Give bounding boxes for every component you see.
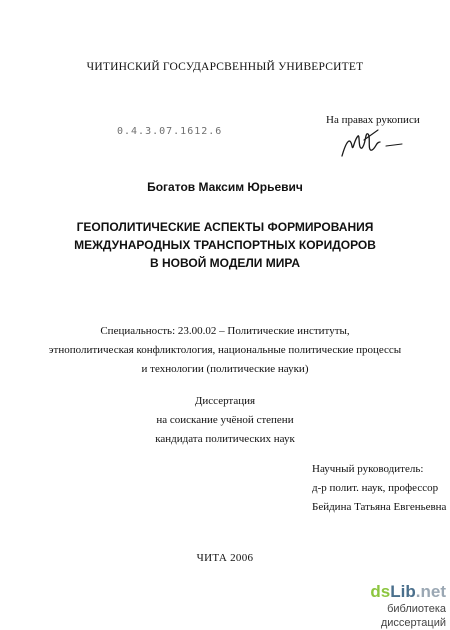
watermark-tagline: библиотека диссертаций [380,603,446,629]
specialty-line: и технологии (политические науки) [141,363,309,375]
watermark-net: .net [415,582,446,601]
handwritten-signature [338,126,408,166]
dissertation-title [0,218,450,272]
supervisor-line: Научный руководитель: [312,463,424,475]
title-line: ГЕОПОЛИТИЧЕСКИЕ АСПЕКТЫ ФОРМИРОВАНИЯ [76,220,374,234]
degree-block [0,392,450,449]
specialty-block [0,322,450,379]
specialty-line: этнополитическая конфликтология, национальные политические процессы [48,344,402,356]
title-line: МЕЖДУНАРОДНЫХ ТРАНСПОРТНЫХ КОРИДОРОВ [74,238,376,252]
degree-line: кандидата политических наук [155,433,295,445]
watermark-lib: Lib [390,582,416,601]
watermark-site-name [322,582,446,602]
city-year: ЧИТА 2006 [196,552,254,564]
supervisor-line: Бейдина Татьяна Евгеньевна [312,501,447,513]
specialty-line: Специальность: 23.00.02 – Политические институты, [100,325,350,337]
archive-stamp-number: 0.4.3.07.1612.6 [117,126,223,137]
manuscript-note: На правах рукописи [326,114,420,126]
author-name: Богатов Максим Юрьевич [147,180,303,194]
supervisor-block [312,460,446,517]
watermark-ds: ds [370,582,391,601]
degree-line: Диссертация [194,395,256,407]
dslib-watermark-logo[interactable] [322,582,446,630]
university-name: ЧИТИНСКИЙ ГОСУДАРСВЕННЫЙ УНИВЕРСИТЕТ [86,61,364,73]
supervisor-line: д-р полит. наук, профессор [312,482,439,494]
title-line: В НОВОЙ МОДЕЛИ МИРА [150,256,300,270]
degree-line: на соискание учёной степени [156,414,294,426]
